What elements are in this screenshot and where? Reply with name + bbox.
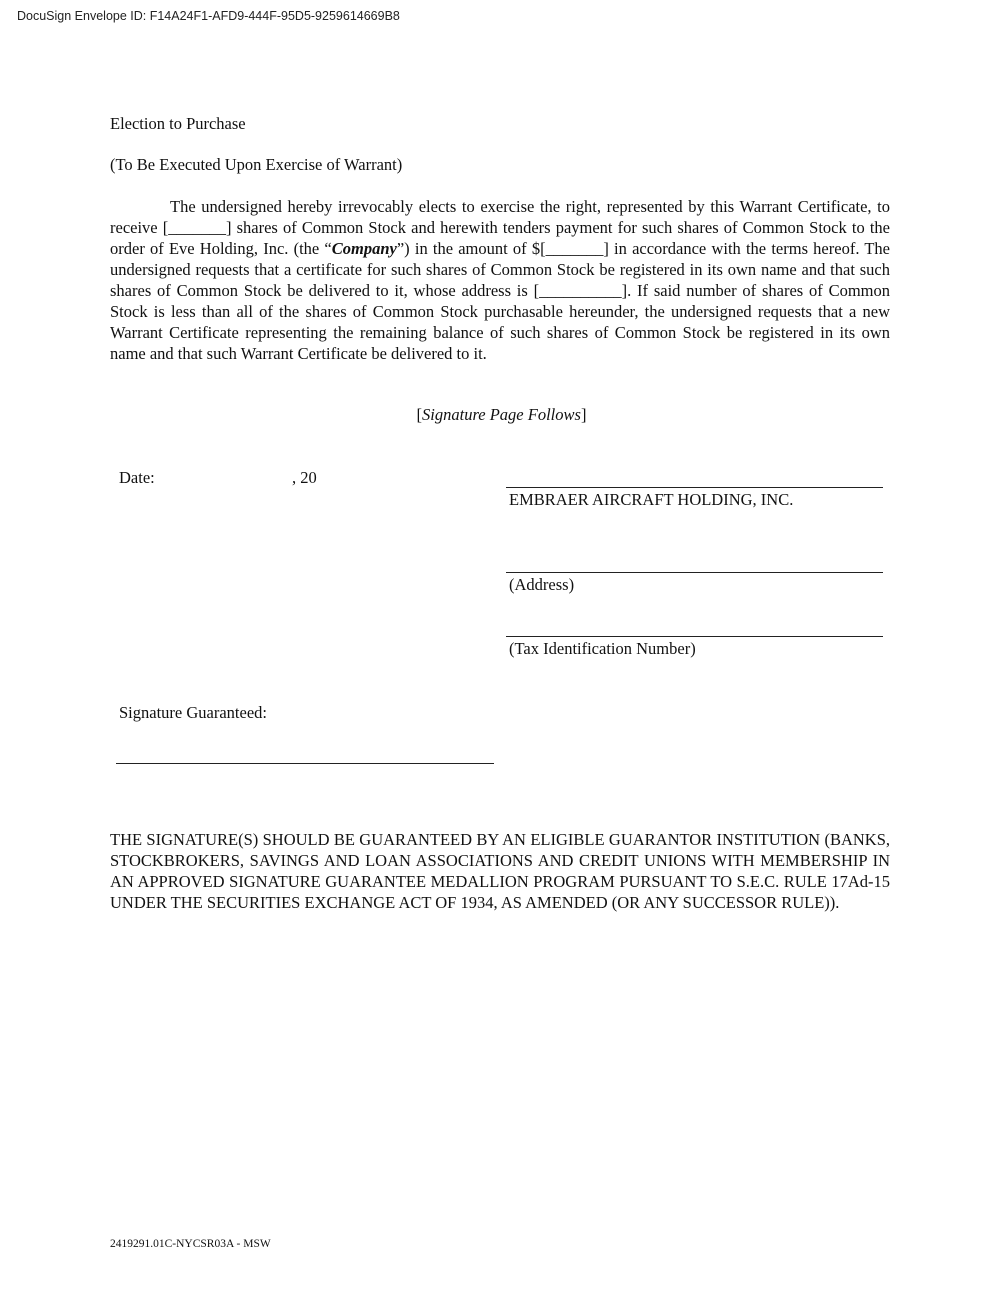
company-term: Company bbox=[331, 239, 397, 258]
document-subtitle: (To Be Executed Upon Exercise of Warrant) bbox=[110, 155, 403, 174]
tax-id-line[interactable] bbox=[506, 636, 883, 637]
docusign-envelope-id: DocuSign Envelope ID: F14A24F1-AFD9-444F-95D5-9259614669B8 bbox=[17, 9, 400, 23]
signature-line[interactable] bbox=[506, 487, 883, 488]
signature-page-follows bbox=[0, 405, 1003, 425]
bracket-close: ] bbox=[580, 405, 587, 424]
election-paragraph bbox=[110, 196, 890, 364]
election-text-part1: The undersigned hereby irrevocably elects to exercise the right, represented by this Warrant Certificate, to receive [_______] shares of Common Stock and herewith tenders payment for such shares of Common Stock to the order of Eve Holding, Inc. (the “ bbox=[110, 197, 890, 258]
document-footer-code: 2419291.01C-NYCSR03A - MSW bbox=[110, 1238, 271, 1250]
guarantee-notice: THE SIGNATURE(S) SHOULD BE GUARANTEED BY AN ELIGIBLE GUARANTOR INSTITUTION (BANKS, STOCKBROKERS, SAVINGS AND LOAN ASSOCIATIONS AND CREDIT UNIONS WITH MEMBERSHIP IN AN APPROVED SIGNATURE GUARANTEE MEDALLION PROGRAM PURSUANT TO S.E.C. RULE 17Ad-15 UNDER THE SECURITIES EXCHANGE ACT OF 1934, AS AMENDED (OR ANY SUCCESSOR RULE)). bbox=[110, 830, 890, 912]
bracket-open: [ bbox=[416, 405, 423, 424]
election-text-part2: ”) in the amount of $[_______] in accordance with the terms hereof. The undersigned requests that a certificate for such shares of Common Stock be registered in its own name and that such shares of Common Stock be delivered to it, whose address is [__________]. If said number of shares of Common Stock is less than all of the shares of Common Stock purchasable hereunder, the undersigned requests that a new Warrant Certificate representing the remaining balance of such shares of Common Stock be registered in its own name and that such Warrant Certificate be delivered to it. bbox=[110, 239, 890, 363]
signatory-name: EMBRAER AIRCRAFT HOLDING, INC. bbox=[509, 490, 794, 509]
address-label: (Address) bbox=[509, 575, 575, 594]
tax-id-label: (Tax Identification Number) bbox=[509, 639, 696, 658]
document-title: Election to Purchase bbox=[110, 114, 246, 133]
address-line[interactable] bbox=[506, 572, 883, 573]
date-year-prefix: , 20 bbox=[292, 468, 317, 487]
date-label: Date: bbox=[119, 468, 155, 487]
guarantee-signature-line[interactable] bbox=[116, 763, 494, 764]
signature-guaranteed-label: Signature Guaranteed: bbox=[119, 703, 267, 722]
signature-follows-text: Signature Page Follows bbox=[422, 405, 581, 424]
